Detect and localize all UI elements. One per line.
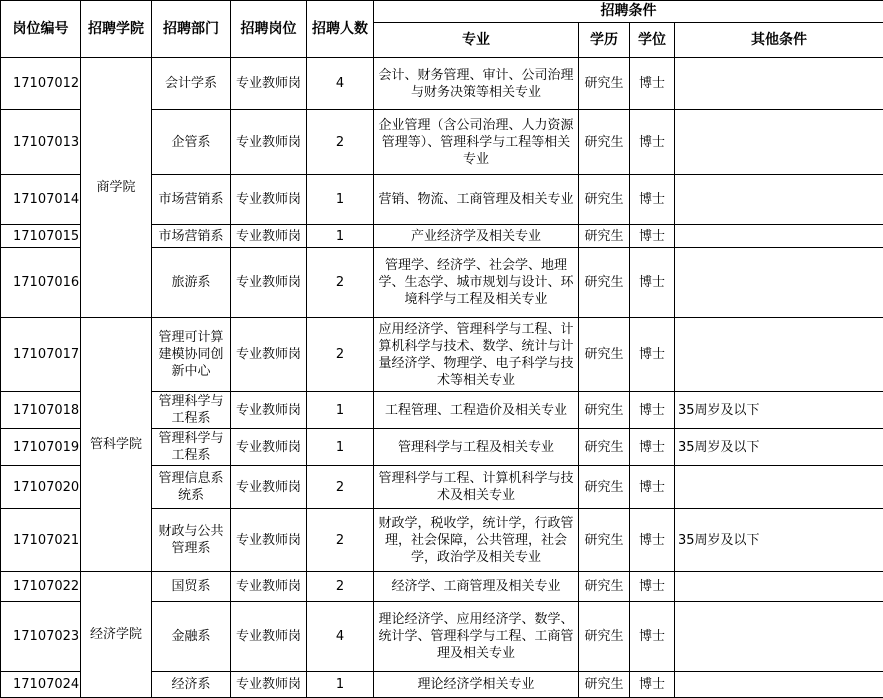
cell-degree: 博士	[630, 602, 675, 672]
cell-other	[675, 175, 883, 225]
cell-other	[675, 248, 883, 318]
cell-code: 17107022	[1, 572, 81, 602]
cell-education: 研究生	[579, 318, 630, 392]
header-count: 招聘人数	[307, 1, 374, 58]
cell-degree: 博士	[630, 466, 675, 509]
cell-code: 17107018	[1, 392, 81, 429]
cell-code: 17107024	[1, 672, 81, 698]
cell-education: 研究生	[579, 672, 630, 698]
cell-major: 管理学、经济学、社会学、地理学、生态学、城市规划与设计、环境科学与工程及相关专业	[374, 248, 579, 318]
cell-major: 产业经济学及相关专业	[374, 225, 579, 248]
cell-code: 17107021	[1, 509, 81, 572]
cell-department: 企管系	[152, 110, 231, 175]
cell-education: 研究生	[579, 248, 630, 318]
cell-department: 市场营销系	[152, 175, 231, 225]
cell-department: 管理科学与工程系	[152, 392, 231, 429]
cell-code: 17107019	[1, 429, 81, 466]
cell-degree: 博士	[630, 175, 675, 225]
cell-department: 市场营销系	[152, 225, 231, 248]
cell-count: 2	[307, 248, 374, 318]
cell-other: 35周岁及以下	[675, 429, 883, 466]
cell-code: 17107023	[1, 602, 81, 672]
header-position: 招聘岗位	[231, 1, 307, 58]
cell-other: 35周岁及以下	[675, 509, 883, 572]
cell-code: 17107014	[1, 175, 81, 225]
cell-education: 研究生	[579, 602, 630, 672]
cell-department: 财政与公共管理系	[152, 509, 231, 572]
cell-major: 应用经济学、管理科学与工程、计算机科学与技术、数学、统计与计量经济学、物理学、电子科学与技术等相关专业	[374, 318, 579, 392]
cell-count: 2	[307, 466, 374, 509]
cell-position: 专业教师岗	[231, 318, 307, 392]
cell-education: 研究生	[579, 572, 630, 602]
cell-college: 商学院	[81, 58, 152, 318]
cell-degree: 博士	[630, 572, 675, 602]
cell-other: 35周岁及以下	[675, 392, 883, 429]
cell-position: 专业教师岗	[231, 602, 307, 672]
cell-count: 2	[307, 318, 374, 392]
cell-education: 研究生	[579, 466, 630, 509]
header-major: 专业	[374, 23, 579, 58]
cell-degree: 博士	[630, 225, 675, 248]
cell-count: 2	[307, 572, 374, 602]
cell-education: 研究生	[579, 225, 630, 248]
cell-education: 研究生	[579, 392, 630, 429]
cell-count: 1	[307, 392, 374, 429]
cell-degree: 博士	[630, 318, 675, 392]
cell-education: 研究生	[579, 429, 630, 466]
cell-degree: 博士	[630, 58, 675, 110]
cell-department: 管理信息系统系	[152, 466, 231, 509]
cell-code: 17107016	[1, 248, 81, 318]
cell-code: 17107017	[1, 318, 81, 392]
cell-department: 国贸系	[152, 572, 231, 602]
cell-position: 专业教师岗	[231, 225, 307, 248]
cell-major: 工程管理、工程造价及相关专业	[374, 392, 579, 429]
cell-degree: 博士	[630, 110, 675, 175]
cell-degree: 博士	[630, 392, 675, 429]
cell-other	[675, 58, 883, 110]
cell-degree: 博士	[630, 248, 675, 318]
cell-code: 17107020	[1, 466, 81, 509]
cell-position: 专业教师岗	[231, 509, 307, 572]
cell-major: 管理科学与工程、计算机科学与技术及相关专业	[374, 466, 579, 509]
table-row	[1, 572, 883, 602]
header-conditions: 招聘条件	[374, 1, 883, 23]
cell-major: 理论经济学相关专业	[374, 672, 579, 698]
cell-position: 专业教师岗	[231, 392, 307, 429]
cell-education: 研究生	[579, 110, 630, 175]
cell-major: 会计、财务管理、审计、公司治理与财务决策等相关专业	[374, 58, 579, 110]
cell-other	[675, 602, 883, 672]
cell-major: 管理科学与工程及相关专业	[374, 429, 579, 466]
cell-count: 1	[307, 175, 374, 225]
cell-department: 经济系	[152, 672, 231, 698]
cell-count: 2	[307, 509, 374, 572]
cell-count: 4	[307, 602, 374, 672]
cell-other	[675, 672, 883, 698]
cell-other	[675, 110, 883, 175]
cell-code: 17107013	[1, 110, 81, 175]
cell-major: 经济学、工商管理及相关专业	[374, 572, 579, 602]
cell-major: 营销、物流、工商管理及相关专业	[374, 175, 579, 225]
cell-other	[675, 466, 883, 509]
cell-education: 研究生	[579, 58, 630, 110]
cell-college: 管科学院	[81, 318, 152, 572]
header-department: 招聘部门	[152, 1, 231, 58]
header-degree: 学位	[630, 23, 675, 58]
cell-position: 专业教师岗	[231, 672, 307, 698]
cell-major: 财政学，税收学，统计学，行政管理，社会保障，公共管理，社会学，政治学及相关专业	[374, 509, 579, 572]
cell-count: 4	[307, 58, 374, 110]
header-code: 岗位编号	[1, 1, 81, 58]
cell-position: 专业教师岗	[231, 466, 307, 509]
cell-other	[675, 318, 883, 392]
cell-college: 经济学院	[81, 572, 152, 698]
header-college: 招聘学院	[81, 1, 152, 58]
cell-department: 金融系	[152, 602, 231, 672]
cell-department: 会计学系	[152, 58, 231, 110]
header-education: 学历	[579, 23, 630, 58]
cell-position: 专业教师岗	[231, 429, 307, 466]
cell-education: 研究生	[579, 175, 630, 225]
cell-code: 17107015	[1, 225, 81, 248]
cell-count: 1	[307, 672, 374, 698]
cell-position: 专业教师岗	[231, 175, 307, 225]
cell-position: 专业教师岗	[231, 572, 307, 602]
cell-degree: 博士	[630, 672, 675, 698]
cell-code: 17107012	[1, 58, 81, 110]
cell-count: 2	[307, 110, 374, 175]
cell-department: 管理科学与工程系	[152, 429, 231, 466]
table-row	[1, 318, 883, 392]
cell-count: 1	[307, 429, 374, 466]
cell-education: 研究生	[579, 509, 630, 572]
cell-other	[675, 225, 883, 248]
cell-position: 专业教师岗	[231, 248, 307, 318]
cell-position: 专业教师岗	[231, 58, 307, 110]
table-row	[1, 58, 883, 110]
cell-department: 管理可计算建模协同创新中心	[152, 318, 231, 392]
cell-department: 旅游系	[152, 248, 231, 318]
cell-count: 1	[307, 225, 374, 248]
cell-major: 企业管理（含公司治理、人力资源管理等）、管理科学与工程等相关专业	[374, 110, 579, 175]
cell-major: 理论经济学、应用经济学、数学、统计学、管理科学与工程、工商管理及相关专业	[374, 602, 579, 672]
cell-position: 专业教师岗	[231, 110, 307, 175]
cell-other	[675, 572, 883, 602]
header-other: 其他条件	[675, 23, 883, 58]
cell-degree: 博士	[630, 429, 675, 466]
cell-degree: 博士	[630, 509, 675, 572]
